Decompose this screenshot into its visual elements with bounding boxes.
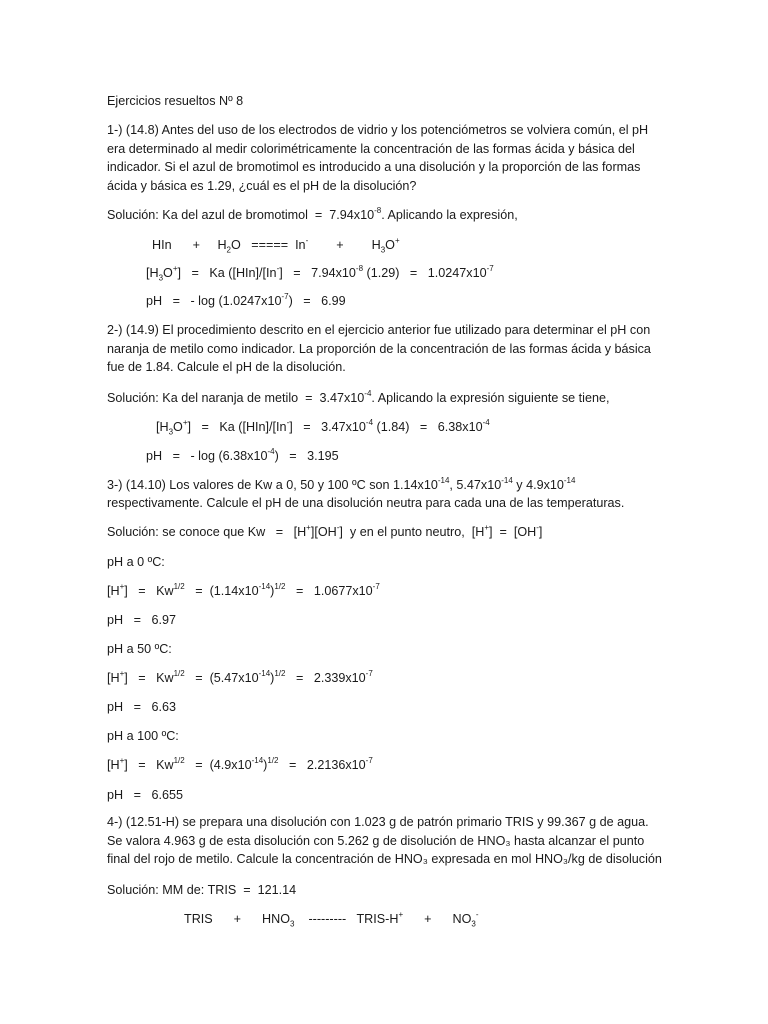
exercise-3-statement-line2: respectivamente. Calcule el pH de una disolución neutra para cada una de las temperaturas. [107, 496, 625, 510]
ph-100-result: pH = 6.655 [107, 788, 183, 802]
ph-50-result: pH = 6.63 [107, 700, 176, 714]
exercise-1-statement: 1-) (14.8) Antes del uso de los electrodos de vidrio y los potenciómetros se volviera común, el pH era determinado al medir colorimétricamente la concentración de las formas ácida y básica del indicador. Si el azul de bromotimol es introducido a una disolución y la proporción de las formas ácida y básica es 1.29, ¿cuál es el pH de la disolución? [107, 123, 649, 194]
equilibrium-equation-1: HIn + $H_2O$ ===== In- + $H_3O^+$ [152, 235, 400, 255]
h-conc-50: $[H^+] = Kw^{1/2} = (5.47x10^{-14})^{1/2} = 2.339x10^{-7}$ [107, 668, 373, 685]
h-conc-100: $[H^+] = Kw^{1/2} = (4.9x10^{-14})^{1/2} = 2.2136x10^{-7}$ [107, 755, 373, 772]
ph-0-result: pH = 6.97 [107, 613, 176, 627]
exercise-4-statement: 4-) (12.51-H) se prepara una disolución con 1.023 g de patrón primario TRIS y 99.367 g de agua. Se valora 4.963 g de esta disolución con 5.262 g de disolución de HNO₃ hasta alcanzar el punto final del rojo de metilo. Calcule la concentración de HNO₃ expresada en mol HNO₃/kg de disolución [107, 815, 662, 867]
exercise-2-statement: 2-) (14.9) El procedimiento descrito en el ejercicio anterior fue utilizado para determinar el pH con naranja de metilo como indicador. La proporción de la concentración de las formas ácida y básica fue de 1.84. Calcule el pH de la disolución. [107, 323, 651, 375]
ph-50-label: pH a 50 ºC: [107, 642, 172, 656]
ph-100-label: pH a 100 ºC: [107, 729, 179, 743]
solution-1-intro: Solución: Ka del azul de bromotimol = $7.94x10^{-8}$. Aplicando la expresión, [107, 205, 518, 222]
document-title: Ejercicios resueltos Nº 8 [107, 94, 244, 108]
ph-result-2: pH = - $\log (6.38x10^{-4}) = 3.195$ [146, 446, 339, 463]
h3o-equation-2: $[H_3O^+] = Ka$ ($[HIn]/[In^-] = 3.47x10^{-4}$ $(1.84) = 6.38x10^{-4}$ [156, 417, 490, 437]
ph-0-label: pH a 0 ºC: [107, 555, 165, 569]
solution-2-intro: Solución: Ka del naranja de metilo = $3.47x10^{-4}$. Aplicando la expresión siguiente se tiene, [107, 388, 610, 405]
h3o-equation-1: $[H_3O^+] = Ka$ ($[HIn]/[In^-] = 7.94x10^{-8}$ $(1.29) = 1.0247x10^{-7}$ [146, 263, 494, 283]
exercise-3-statement-line1: 3-) (14.10) Los valores de Kw a 0, 50 y 100 ºC son $1.14x10^{-14}$, $5.47x10^{-14}$ y $4.9x10^{-14}$ [107, 475, 576, 492]
solution-3-intro: Solución: se conoce que Kw = [H+][OH-] y en el punto neutro, [H+] = [OH-] [107, 522, 543, 539]
h-conc-0: $[H^+] = Kw^{1/2} = (1.14x10^{-14})^{1/2} = 1.0677x10^{-7}$ [107, 581, 380, 598]
solution-4-intro: Solución: MM de: TRIS = 121.14 [107, 883, 297, 897]
ph-result-1: pH = - $\log (1.0247x10^{-7}) = 6.99$ [146, 291, 346, 308]
tris-reaction: TRIS + $HNO_3$ --------- TRIS-H+ + $NO_3^-$ [184, 909, 479, 929]
